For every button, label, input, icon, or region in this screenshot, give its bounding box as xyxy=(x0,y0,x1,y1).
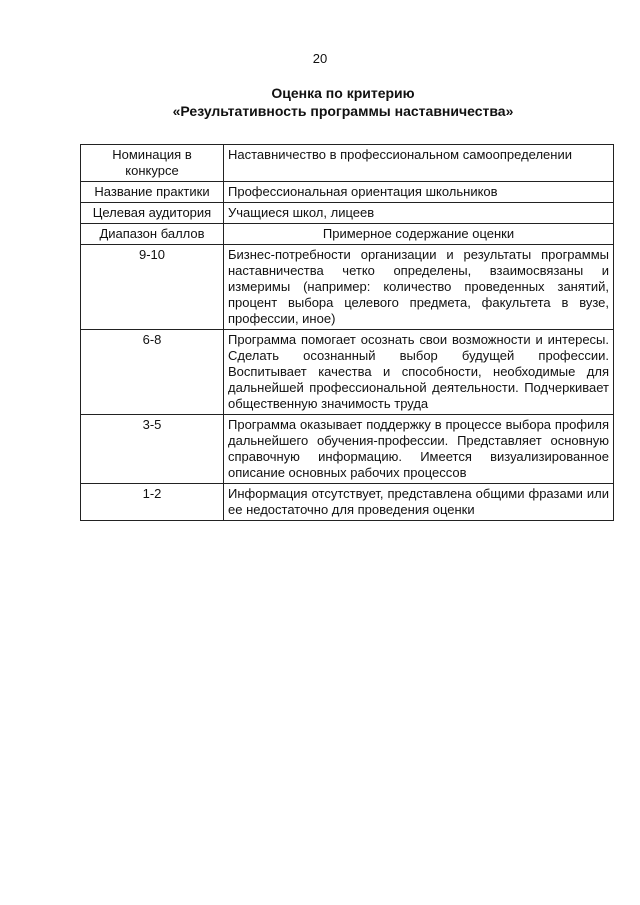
evaluation-table xyxy=(80,144,614,521)
score-range: 1-2 xyxy=(81,484,224,521)
heading-line-2: «Результативность программы наставничества» xyxy=(172,103,514,119)
column-header-score-range: Диапазон баллов xyxy=(81,224,224,245)
score-range: 6-8 xyxy=(81,330,224,415)
score-range: 3-5 xyxy=(81,415,224,484)
document-heading xyxy=(0,84,640,120)
score-description: Программа оказывает поддержку в процессе выбора профиля дальнейшего обучения-профессии. Представляет основную справочную информацию. Имеется визуализированное описание основных рабочих процессов xyxy=(224,415,614,484)
table-header-row xyxy=(81,224,614,245)
info-value: Профессиональная ориентация школьников xyxy=(224,182,614,203)
info-label: Название практики xyxy=(81,182,224,203)
column-header-description: Примерное содержание оценки xyxy=(224,224,614,245)
score-description: Информация отсутствует, представлена общими фразами или ее недостаточно для проведения оценки xyxy=(224,484,614,521)
info-row-target-audience xyxy=(81,203,614,224)
score-range: 9-10 xyxy=(81,245,224,330)
info-label: Целевая аудитория xyxy=(81,203,224,224)
info-value: Учащиеся школ, лицеев xyxy=(224,203,614,224)
table-row xyxy=(81,415,614,484)
table-row xyxy=(81,245,614,330)
score-description: Программа помогает осознать свои возможности и интересы. Сделать осознанный выбор будущей профессии. Воспитывает качества и способности, необходимые для дальнейшей профессиональной деятельности. Подчеркивает общественную значимость труда xyxy=(224,330,614,415)
info-row-nomination xyxy=(81,145,614,182)
score-description: Бизнес-потребности организации и результаты программы наставничества четко определены, взаимосвязаны и измеримы (например: количество проведенных занятий, процент выбора целевого предмета, факультета в вузе, профессии, иное) xyxy=(224,245,614,330)
page-number: 20 xyxy=(312,51,328,66)
info-value: Наставничество в профессиональном самоопределении xyxy=(224,145,614,182)
info-row-practice-name xyxy=(81,182,614,203)
table-row xyxy=(81,484,614,521)
heading-line-1: Оценка по критерию xyxy=(271,85,415,101)
table-row xyxy=(81,330,614,415)
info-label: Номинация в конкурсе xyxy=(81,145,224,182)
